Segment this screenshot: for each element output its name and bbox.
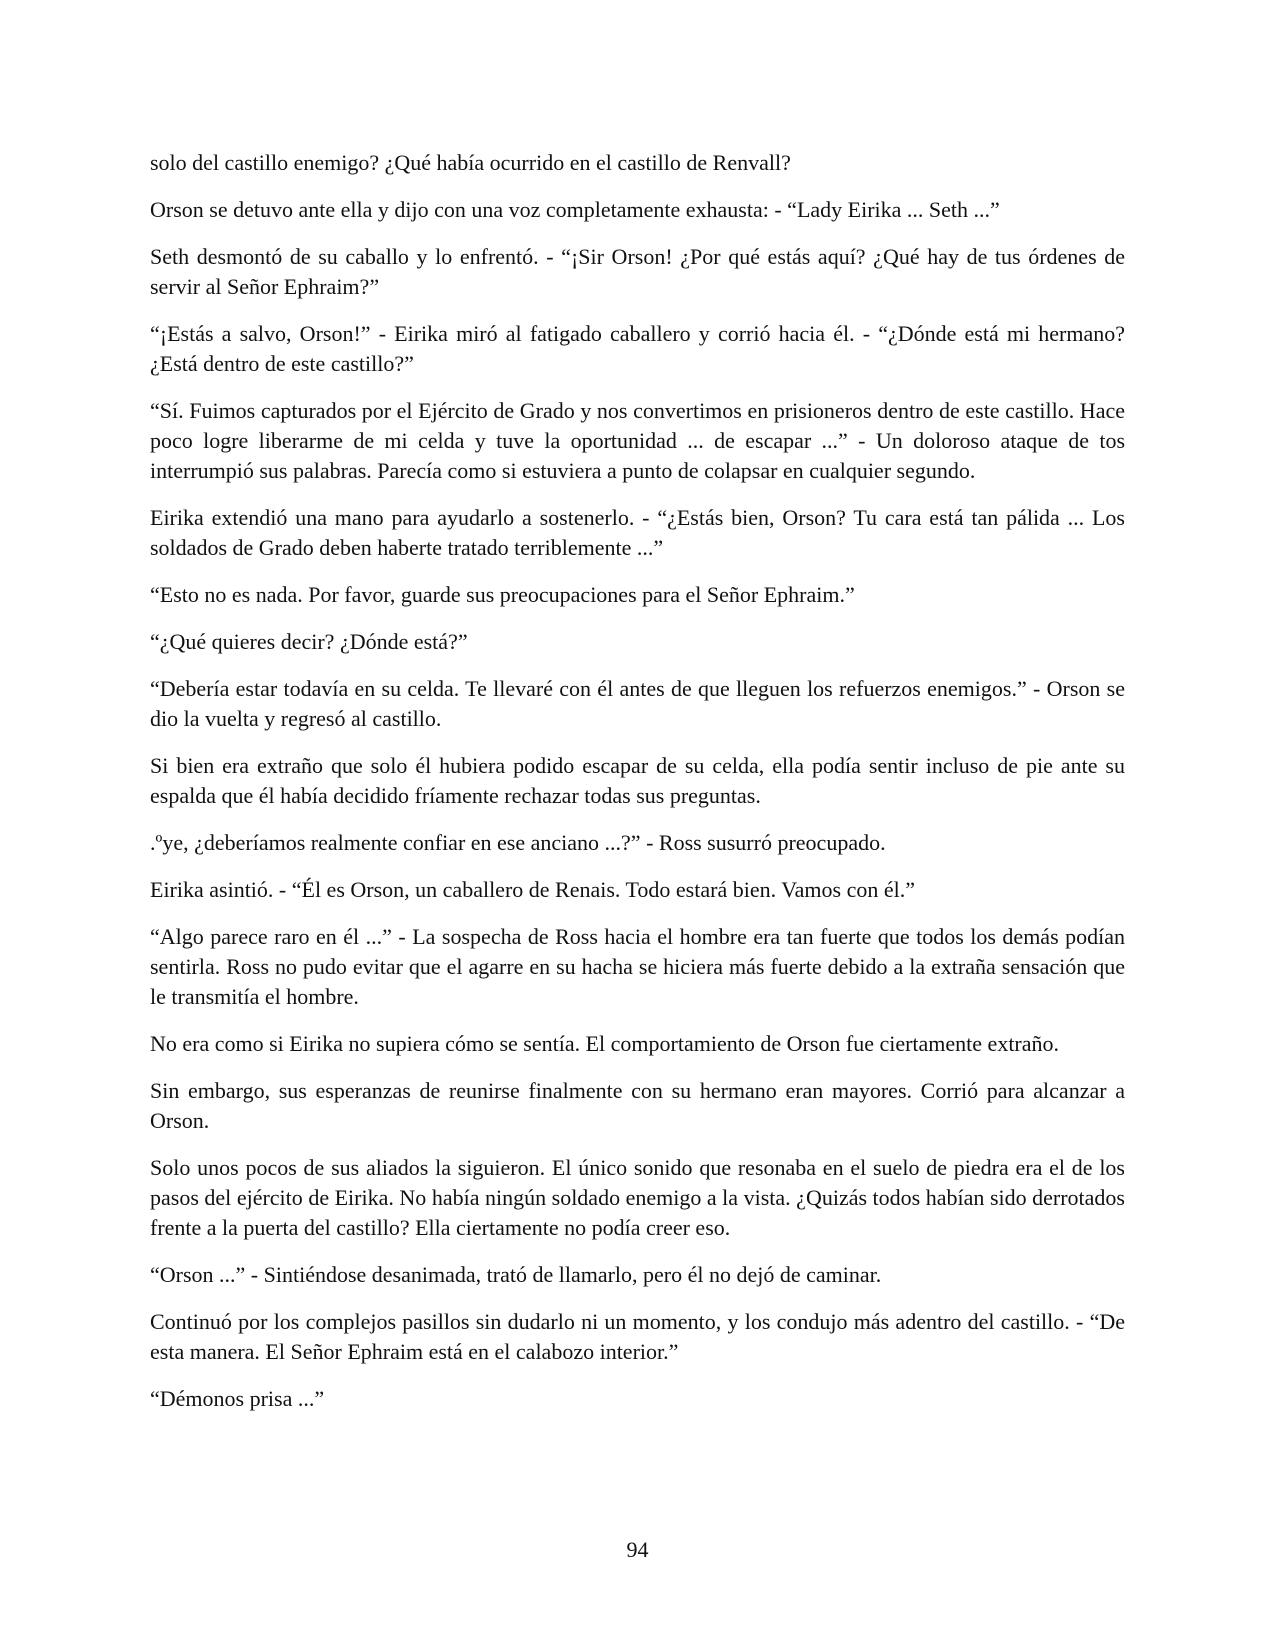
paragraph: “Démonos prisa ...” — [150, 1386, 325, 1411]
page-body — [150, 148, 1125, 1431]
paragraph: No era como si Eirika no supiera cómo se sentía. El comportamiento de Orson fue ciertamente extraño. — [150, 1031, 1060, 1056]
paragraph: “Sí. Fuimos capturados por el Ejército de Grado y nos convertimos en prisioneros dentro de este castillo. Hace poco logre liberarme de mi celda y tuve la oportunidad ... de escapar ...” - Un doloroso ataque de tos interrumpió sus palabras. Parecía como si estuviera a punto de colapsar en cualquier segundo. — [150, 398, 1125, 483]
paragraph: solo del castillo enemigo? ¿Qué había ocurrido en el castillo de Renvall? — [150, 150, 791, 175]
paragraph: Sin embargo, sus esperanzas de reunirse finalmente con su hermano eran mayores. Corrió para alcanzar a Orson. — [150, 1078, 1125, 1133]
paragraph: “Orson ...” - Sintiéndose desanimada, trató de llamarlo, pero él no dejó de caminar. — [150, 1262, 882, 1287]
paragraph: “Debería estar todavía en su celda. Te llevaré con él antes de que lleguen los refuerzos enemigos.” - Orson se dio la vuelta y regresó al castillo. — [150, 676, 1125, 731]
paragraph: Solo unos pocos de sus aliados la siguieron. El único sonido que resonaba en el suelo de piedra era el de los pasos del ejército de Eirika. No había ningún soldado enemigo a la vista. ¿Quizás todos habían sido derrotados frente a la puerta del castillo? Ella ciertamente no podía creer eso. — [150, 1155, 1125, 1240]
paragraph: “¡Estás a salvo, Orson!” - Eirika miró al fatigado caballero y corrió hacia él. - “¿Dónde está mi hermano? ¿Está dentro de este castillo?” — [150, 321, 1125, 376]
paragraph: Orson se detuvo ante ella y dijo con una voz completamente exhausta: - “Lady Eirika ... Seth ...” — [150, 197, 1000, 222]
paragraph: “¿Qué quieres decir? ¿Dónde está?” — [150, 629, 468, 654]
paragraph: Seth desmontó de su caballo y lo enfrentó. - “¡Sir Orson! ¿Por qué estás aquí? ¿Qué hay de tus órdenes de servir al Señor Ephraim?” — [150, 244, 1125, 299]
paragraph: Eirika asintió. - “Él es Orson, un caballero de Renais. Todo estará bien. Vamos con él.” — [150, 877, 915, 902]
paragraph: “Algo parece raro en él ...” - La sospecha de Ross hacia el hombre era tan fuerte que todos los demás podían sentirla. Ross no pudo evitar que el agarre en su hacha se hiciera más fuerte debido a la extraña sensación que le transmitía el hombre. — [150, 924, 1125, 1009]
paragraph: Si bien era extraño que solo él hubiera podido escapar de su celda, ella podía sentir incluso de pie ante su espalda que él había decidido fríamente rechazar todas sus preguntas. — [150, 753, 1125, 808]
paragraph: “Esto no es nada. Por favor, guarde sus preocupaciones para el Señor Ephraim.” — [150, 582, 855, 607]
page-number: 94 — [626, 1537, 649, 1562]
paragraph: Continuó por los complejos pasillos sin dudarlo ni un momento, y los condujo más adentro del castillo. - “De esta manera. El Señor Ephraim está en el calabozo interior.” — [150, 1309, 1125, 1364]
paragraph: Eirika extendió una mano para ayudarlo a sostenerlo. - “¿Estás bien, Orson? Tu cara está tan pálida ... Los soldados de Grado deben haberte tratado terriblemente ...” — [150, 505, 1125, 560]
paragraph: .ºye, ¿deberíamos realmente confiar en ese anciano ...?” - Ross susurró preocupado. — [150, 830, 886, 855]
